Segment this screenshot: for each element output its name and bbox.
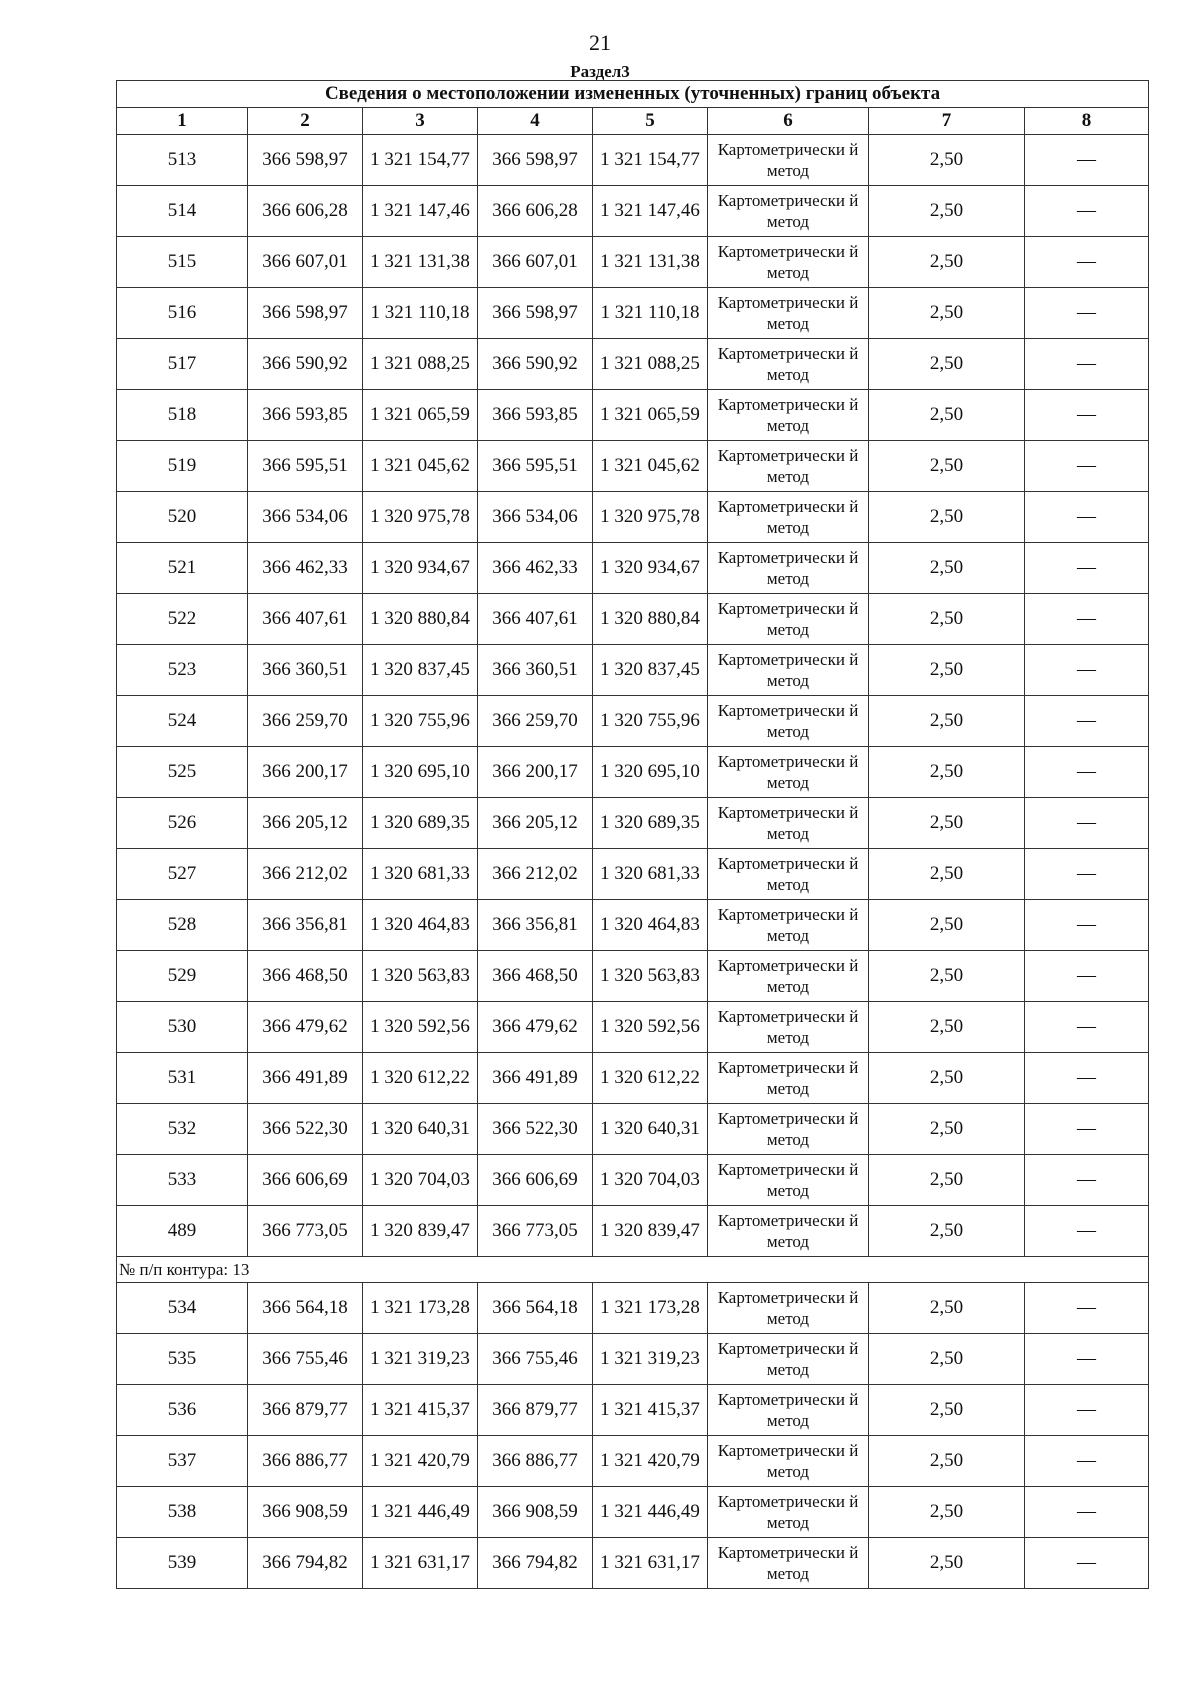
table-row [117,645,1149,696]
x-new-cell: 366 360,51 [478,645,593,696]
description-cell: — [1025,1538,1149,1589]
method-cell: Картометрически й метод [708,1334,869,1385]
x-new-cell: 366 479,62 [478,1002,593,1053]
precision-cell: 2,50 [869,594,1025,645]
y-new-cell: 1 320 975,78 [593,492,708,543]
point-number-cell: 522 [117,594,248,645]
column-header: 5 [593,108,708,135]
method-cell: Картометрически й метод [708,1104,869,1155]
x-old-cell: 366 462,33 [248,543,363,594]
y-old-cell: 1 321 088,25 [363,339,478,390]
point-number-cell: 532 [117,1104,248,1155]
precision-cell: 2,50 [869,798,1025,849]
point-number-cell: 536 [117,1385,248,1436]
point-number-cell: 518 [117,390,248,441]
y-old-cell: 1 320 695,10 [363,747,478,798]
column-header: 6 [708,108,869,135]
y-new-cell: 1 321 110,18 [593,288,708,339]
table-row [117,849,1149,900]
x-new-cell: 366 462,33 [478,543,593,594]
x-old-cell: 366 590,92 [248,339,363,390]
method-cell: Картометрически й метод [708,1053,869,1104]
table-row [117,1104,1149,1155]
y-new-cell: 1 321 131,38 [593,237,708,288]
table-row [117,747,1149,798]
table-row [117,594,1149,645]
x-new-cell: 366 590,92 [478,339,593,390]
x-old-cell: 366 755,46 [248,1334,363,1385]
y-new-cell: 1 320 837,45 [593,645,708,696]
x-old-cell: 366 205,12 [248,798,363,849]
x-old-cell: 366 479,62 [248,1002,363,1053]
y-new-cell: 1 320 612,22 [593,1053,708,1104]
column-header: 2 [248,108,363,135]
point-number-cell: 514 [117,186,248,237]
x-old-cell: 366 468,50 [248,951,363,1002]
table-row [117,1206,1149,1257]
precision-cell: 2,50 [869,1487,1025,1538]
y-old-cell: 1 321 173,28 [363,1283,478,1334]
column-header: 3 [363,108,478,135]
y-old-cell: 1 320 563,83 [363,951,478,1002]
description-cell: — [1025,288,1149,339]
x-old-cell: 366 908,59 [248,1487,363,1538]
x-new-cell: 366 468,50 [478,951,593,1002]
x-new-cell: 366 606,69 [478,1155,593,1206]
table-body-part-1 [117,135,1149,1257]
x-new-cell: 366 212,02 [478,849,593,900]
method-cell: Картометрически й метод [708,645,869,696]
y-old-cell: 1 321 420,79 [363,1436,478,1487]
table-row [117,951,1149,1002]
point-number-cell: 529 [117,951,248,1002]
precision-cell: 2,50 [869,696,1025,747]
y-old-cell: 1 321 154,77 [363,135,478,186]
x-new-cell: 366 794,82 [478,1538,593,1589]
y-old-cell: 1 321 446,49 [363,1487,478,1538]
precision-cell: 2,50 [869,849,1025,900]
precision-cell: 2,50 [869,1155,1025,1206]
description-cell: — [1025,237,1149,288]
x-new-cell: 366 593,85 [478,390,593,441]
description-cell: — [1025,1104,1149,1155]
description-cell: — [1025,1155,1149,1206]
point-number-cell: 531 [117,1053,248,1104]
table-row [117,1487,1149,1538]
y-old-cell: 1 320 612,22 [363,1053,478,1104]
x-new-cell: 366 407,61 [478,594,593,645]
table-row [117,237,1149,288]
table-row [117,1155,1149,1206]
precision-cell: 2,50 [869,543,1025,594]
x-old-cell: 366 595,51 [248,441,363,492]
table-caption: Сведения о местоположении измененных (уточненных) границ объекта [117,81,1149,108]
x-new-cell: 366 534,06 [478,492,593,543]
point-number-cell: 516 [117,288,248,339]
method-cell: Картометрически й метод [708,390,869,441]
x-new-cell: 366 607,01 [478,237,593,288]
point-number-cell: 517 [117,339,248,390]
y-old-cell: 1 320 934,67 [363,543,478,594]
method-cell: Картометрически й метод [708,339,869,390]
description-cell: — [1025,696,1149,747]
description-cell: — [1025,1487,1149,1538]
y-new-cell: 1 320 464,83 [593,900,708,951]
x-old-cell: 366 606,69 [248,1155,363,1206]
table-row [117,1538,1149,1589]
y-old-cell: 1 321 045,62 [363,441,478,492]
y-old-cell: 1 320 755,96 [363,696,478,747]
point-number-cell: 537 [117,1436,248,1487]
x-new-cell: 366 773,05 [478,1206,593,1257]
method-cell: Картометрически й метод [708,237,869,288]
x-old-cell: 366 564,18 [248,1283,363,1334]
y-old-cell: 1 320 681,33 [363,849,478,900]
point-number-cell: 539 [117,1538,248,1589]
y-old-cell: 1 320 839,47 [363,1206,478,1257]
y-old-cell: 1 320 880,84 [363,594,478,645]
description-cell: — [1025,1436,1149,1487]
method-cell: Картометрически й метод [708,951,869,1002]
description-cell: — [1025,1206,1149,1257]
table-row [117,390,1149,441]
point-number-cell: 530 [117,1002,248,1053]
x-old-cell: 366 360,51 [248,645,363,696]
precision-cell: 2,50 [869,1002,1025,1053]
y-old-cell: 1 320 640,31 [363,1104,478,1155]
y-old-cell: 1 320 704,03 [363,1155,478,1206]
point-number-cell: 489 [117,1206,248,1257]
point-number-cell: 515 [117,237,248,288]
point-number-cell: 527 [117,849,248,900]
x-old-cell: 366 879,77 [248,1385,363,1436]
precision-cell: 2,50 [869,390,1025,441]
table-row [117,543,1149,594]
y-new-cell: 1 321 065,59 [593,390,708,441]
method-cell: Картометрически й метод [708,1385,869,1436]
description-cell: — [1025,390,1149,441]
section-title: Раздел3 [570,62,630,81]
method-cell: Картометрически й метод [708,288,869,339]
y-new-cell: 1 320 640,31 [593,1104,708,1155]
x-old-cell: 366 356,81 [248,900,363,951]
contour-label: № п/п контура: 13 [117,1257,1149,1283]
y-old-cell: 1 320 464,83 [363,900,478,951]
table-row [117,1385,1149,1436]
description-cell: — [1025,1002,1149,1053]
precision-cell: 2,50 [869,900,1025,951]
description-cell: — [1025,594,1149,645]
x-new-cell: 366 259,70 [478,696,593,747]
method-cell: Картометрически й метод [708,1487,869,1538]
column-header: 1 [117,108,248,135]
x-old-cell: 366 534,06 [248,492,363,543]
precision-cell: 2,50 [869,1104,1025,1155]
description-cell: — [1025,645,1149,696]
method-cell: Картометрически й метод [708,1206,869,1257]
description-cell: — [1025,135,1149,186]
column-header: 7 [869,108,1025,135]
y-old-cell: 1 320 592,56 [363,1002,478,1053]
y-old-cell: 1 321 631,17 [363,1538,478,1589]
table-row [117,1283,1149,1334]
precision-cell: 2,50 [869,645,1025,696]
table-row [117,696,1149,747]
x-old-cell: 366 407,61 [248,594,363,645]
precision-cell: 2,50 [869,339,1025,390]
x-new-cell: 366 564,18 [478,1283,593,1334]
table-row [117,135,1149,186]
description-cell: — [1025,1053,1149,1104]
y-new-cell: 1 321 420,79 [593,1436,708,1487]
precision-cell: 2,50 [869,1206,1025,1257]
description-cell: — [1025,543,1149,594]
table-row [117,1002,1149,1053]
y-new-cell: 1 321 088,25 [593,339,708,390]
precision-cell: 2,50 [869,1385,1025,1436]
table-row [117,339,1149,390]
description-cell: — [1025,1385,1149,1436]
y-new-cell: 1 321 631,17 [593,1538,708,1589]
y-new-cell: 1 321 446,49 [593,1487,708,1538]
table-body-part-2 [117,1283,1149,1589]
column-headers [117,108,1149,135]
method-cell: Картометрически й метод [708,594,869,645]
description-cell: — [1025,900,1149,951]
y-old-cell: 1 321 065,59 [363,390,478,441]
method-cell: Картометрически й метод [708,849,869,900]
point-number-cell: 519 [117,441,248,492]
precision-cell: 2,50 [869,237,1025,288]
x-old-cell: 366 607,01 [248,237,363,288]
y-new-cell: 1 320 681,33 [593,849,708,900]
y-old-cell: 1 320 689,35 [363,798,478,849]
method-cell: Картометрически й метод [708,1002,869,1053]
point-number-cell: 523 [117,645,248,696]
point-number-cell: 535 [117,1334,248,1385]
x-new-cell: 366 598,97 [478,135,593,186]
y-new-cell: 1 321 045,62 [593,441,708,492]
precision-cell: 2,50 [869,951,1025,1002]
x-new-cell: 366 491,89 [478,1053,593,1104]
y-new-cell: 1 321 415,37 [593,1385,708,1436]
point-number-cell: 538 [117,1487,248,1538]
x-new-cell: 366 755,46 [478,1334,593,1385]
y-new-cell: 1 321 173,28 [593,1283,708,1334]
y-old-cell: 1 321 110,18 [363,288,478,339]
y-new-cell: 1 320 695,10 [593,747,708,798]
table-row [117,1436,1149,1487]
x-new-cell: 366 356,81 [478,900,593,951]
x-old-cell: 366 200,17 [248,747,363,798]
y-new-cell: 1 321 154,77 [593,135,708,186]
method-cell: Картометрически й метод [708,798,869,849]
point-number-cell: 513 [117,135,248,186]
y-old-cell: 1 320 837,45 [363,645,478,696]
x-new-cell: 366 606,28 [478,186,593,237]
method-cell: Картометрически й метод [708,135,869,186]
table-row [117,441,1149,492]
y-new-cell: 1 320 755,96 [593,696,708,747]
x-old-cell: 366 259,70 [248,696,363,747]
method-cell: Картометрически й метод [708,1436,869,1487]
x-new-cell: 366 908,59 [478,1487,593,1538]
x-old-cell: 366 593,85 [248,390,363,441]
description-cell: — [1025,441,1149,492]
x-new-cell: 366 205,12 [478,798,593,849]
boundary-coordinates-table [116,80,1149,1589]
x-old-cell: 366 773,05 [248,1206,363,1257]
y-new-cell: 1 320 839,47 [593,1206,708,1257]
point-number-cell: 526 [117,798,248,849]
x-new-cell: 366 598,97 [478,288,593,339]
x-new-cell: 366 595,51 [478,441,593,492]
x-new-cell: 366 879,77 [478,1385,593,1436]
x-old-cell: 366 522,30 [248,1104,363,1155]
method-cell: Картометрически й метод [708,492,869,543]
table-row [117,186,1149,237]
method-cell: Картометрически й метод [708,1538,869,1589]
point-number-cell: 528 [117,900,248,951]
x-old-cell: 366 598,97 [248,135,363,186]
y-new-cell: 1 320 592,56 [593,1002,708,1053]
precision-cell: 2,50 [869,1053,1025,1104]
method-cell: Картометрически й метод [708,543,869,594]
description-cell: — [1025,747,1149,798]
point-number-cell: 524 [117,696,248,747]
table-row [117,1334,1149,1385]
x-old-cell: 366 606,28 [248,186,363,237]
description-cell: — [1025,849,1149,900]
x-old-cell: 366 598,97 [248,288,363,339]
method-cell: Картометрически й метод [708,441,869,492]
table-row [117,288,1149,339]
y-old-cell: 1 321 319,23 [363,1334,478,1385]
y-new-cell: 1 320 934,67 [593,543,708,594]
precision-cell: 2,50 [869,747,1025,798]
precision-cell: 2,50 [869,135,1025,186]
x-new-cell: 366 522,30 [478,1104,593,1155]
description-cell: — [1025,186,1149,237]
precision-cell: 2,50 [869,1538,1025,1589]
precision-cell: 2,50 [869,441,1025,492]
method-cell: Картометрически й метод [708,696,869,747]
precision-cell: 2,50 [869,1283,1025,1334]
point-number-cell: 525 [117,747,248,798]
method-cell: Картометрически й метод [708,1155,869,1206]
precision-cell: 2,50 [869,1436,1025,1487]
table-row [117,900,1149,951]
table-row [117,798,1149,849]
y-old-cell: 1 321 415,37 [363,1385,478,1436]
y-old-cell: 1 321 147,46 [363,186,478,237]
x-new-cell: 366 886,77 [478,1436,593,1487]
y-new-cell: 1 320 563,83 [593,951,708,1002]
description-cell: — [1025,1283,1149,1334]
method-cell: Картометрически й метод [708,900,869,951]
x-old-cell: 366 886,77 [248,1436,363,1487]
x-new-cell: 366 200,17 [478,747,593,798]
precision-cell: 2,50 [869,492,1025,543]
y-new-cell: 1 320 704,03 [593,1155,708,1206]
description-cell: — [1025,951,1149,1002]
point-number-cell: 521 [117,543,248,594]
description-cell: — [1025,339,1149,390]
precision-cell: 2,50 [869,186,1025,237]
table-row [117,492,1149,543]
method-cell: Картометрически й метод [708,186,869,237]
point-number-cell: 534 [117,1283,248,1334]
description-cell: — [1025,1334,1149,1385]
point-number-cell: 533 [117,1155,248,1206]
y-new-cell: 1 321 319,23 [593,1334,708,1385]
y-old-cell: 1 320 975,78 [363,492,478,543]
y-new-cell: 1 321 147,46 [593,186,708,237]
description-cell: — [1025,798,1149,849]
method-cell: Картометрически й метод [708,747,869,798]
precision-cell: 2,50 [869,288,1025,339]
column-header: 8 [1025,108,1149,135]
precision-cell: 2,50 [869,1334,1025,1385]
point-number-cell: 520 [117,492,248,543]
y-new-cell: 1 320 880,84 [593,594,708,645]
table-row [117,1053,1149,1104]
y-new-cell: 1 320 689,35 [593,798,708,849]
x-old-cell: 366 794,82 [248,1538,363,1589]
method-cell: Картометрически й метод [708,1283,869,1334]
page-number: 21 [589,30,611,55]
x-old-cell: 366 212,02 [248,849,363,900]
y-old-cell: 1 321 131,38 [363,237,478,288]
column-header: 4 [478,108,593,135]
description-cell: — [1025,492,1149,543]
x-old-cell: 366 491,89 [248,1053,363,1104]
